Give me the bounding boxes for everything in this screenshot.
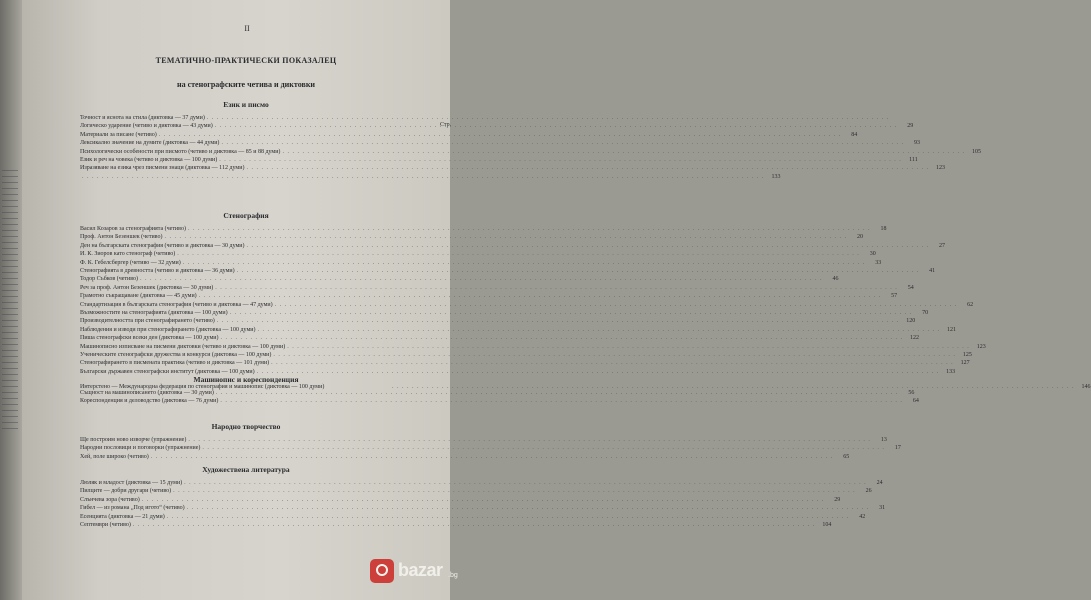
index-entry-title: Същност на машинописането (диктовка — 30 думи) <box>80 390 214 396</box>
section-title: Народно творчество <box>211 422 281 431</box>
index-entry-title: Лексикално значение на думите (диктовка — 44 думи) <box>80 140 220 147</box>
index-entry-title: Машинописно изписване на писмени диктовки (четиво и диктовка — 100 думи) <box>80 343 286 350</box>
index-entry <box>80 317 916 325</box>
index-entry-title: Пилците — добри другари (четиво) <box>80 488 172 495</box>
index-entry-leader <box>220 397 903 405</box>
index-entry-leader <box>219 156 902 164</box>
index-entry-leader <box>216 389 899 397</box>
index-entry <box>80 259 882 267</box>
index-entry <box>80 504 886 512</box>
index-entry-title: Стандартизация в българската стенография (четиво и диктовка — 47 думи) <box>80 301 273 308</box>
index-entry-leader <box>173 487 856 495</box>
index-entry <box>80 513 866 521</box>
index-entry-leader <box>142 496 825 504</box>
index-entry-title: Тодор Събков (четиво) <box>80 276 138 283</box>
index-entry-leader <box>159 131 842 139</box>
index-entry <box>80 131 858 139</box>
index-entry-title: Наблюдения и изводи при стенографирането (диктовка — 100 думи) <box>80 326 256 333</box>
index-entry-page: 26 <box>865 488 872 495</box>
index-entry-page: 54 <box>907 284 914 291</box>
index-entry <box>80 139 920 147</box>
index-entry-leader <box>188 436 871 444</box>
index-entry <box>80 164 945 172</box>
index-entry-title: Ден на българската стенография (четиво и диктовка — 30 думи) <box>80 242 245 249</box>
index-entry <box>80 496 841 504</box>
index-entry-title: Език и реч на човека (четиво и диктовка — 100 думи) <box>80 157 218 163</box>
index-entry <box>80 326 956 334</box>
index-entry <box>80 233 863 241</box>
section-title: Стенография <box>223 211 269 220</box>
index-entry-page: 121 <box>946 326 956 333</box>
index-entry <box>80 487 872 495</box>
index-entry <box>80 444 901 452</box>
index-entry-page: 42 <box>859 513 866 520</box>
index-entry-leader <box>133 521 816 529</box>
index-entry-page: 93 <box>913 140 920 147</box>
index-entry-leader <box>221 139 904 147</box>
index-entry-title: Интерстено — Международна федерация по стенография и машинопис (диктовка — 100 думи) <box>80 384 325 391</box>
index-entry-leader <box>187 504 870 512</box>
index-entry <box>80 359 970 367</box>
page-subtitle: на стенографските четива и диктовки <box>176 80 316 89</box>
index-entry <box>80 453 850 461</box>
index-entry-title: Хей, поле широко (четиво) <box>80 453 149 460</box>
index-entry <box>80 436 887 444</box>
book-page <box>22 0 1091 600</box>
index-entry-page: 29 <box>834 496 841 503</box>
index-entry-page: 120 <box>906 318 916 325</box>
index-entry-page: 33 <box>875 259 882 266</box>
index-entry <box>80 284 914 292</box>
index-entry-title: Пиша стенографски всеки ден (диктовка — 100 думи) <box>80 335 219 342</box>
index-entry-leader <box>177 250 860 258</box>
page-number: II <box>244 24 250 33</box>
index-entry-page: 24 <box>876 480 883 486</box>
index-entry <box>80 292 898 300</box>
section-title: Език и писмо <box>223 100 269 109</box>
index-entry-page: 133 <box>771 173 781 180</box>
index-entry-page: 31 <box>879 505 886 512</box>
index-entry-title: Есенцията (диктовка — 21 думи) <box>80 513 165 520</box>
index-entry <box>80 173 781 181</box>
index-entry-page: 18 <box>880 226 887 232</box>
index-entry <box>80 334 919 342</box>
index-entry-leader <box>184 479 867 487</box>
index-entry <box>80 521 832 529</box>
book-spine <box>0 0 22 600</box>
index-entry <box>80 351 972 359</box>
index-entry-page: 111 <box>909 157 918 163</box>
index-entry-title: Ф. К. Гебелсбергер (четиво — 32 думи) <box>80 259 181 266</box>
index-entry <box>80 122 914 130</box>
index-entry-title: Изразяване на езика чрез писмени знаци (диктовка — 112 думи) <box>80 165 245 172</box>
index-entry-leader <box>273 351 956 359</box>
index-entry-leader <box>275 301 958 309</box>
index-entry-title: Народни пословици и поговорки (упражнение) <box>80 445 201 452</box>
watermark-logo <box>370 556 466 586</box>
index-entry <box>80 148 981 156</box>
index-entry-page: 64 <box>912 398 919 405</box>
index-entry-page: 62 <box>967 301 974 308</box>
index-entry <box>80 479 883 487</box>
index-entry-page: 30 <box>869 251 876 258</box>
index-entry-title: Стенографията в древността (четиво и диктовка — 36 думи) <box>80 268 235 274</box>
index-entry-leader <box>202 444 885 452</box>
index-entry <box>80 397 919 405</box>
index-entry <box>80 389 915 397</box>
index-entry-title: Слънчева зора (четиво) <box>80 496 140 503</box>
index-entry-title: Точност и яснота на стила (диктовка — 37 думи) <box>80 115 205 121</box>
index-entry-leader <box>247 242 930 250</box>
index-entry <box>80 343 986 351</box>
index-entry-leader <box>215 284 898 292</box>
index-entry-leader <box>271 359 954 367</box>
bleed-through-text <box>2 170 18 430</box>
index-entry <box>80 242 945 250</box>
index-entry-title: Васил Козаров за стенографията (четиво) <box>80 226 186 232</box>
index-entry-page: 84 <box>851 131 858 138</box>
index-entry-page: 123 <box>935 165 945 172</box>
index-entry-page: 27 <box>939 242 945 249</box>
index-entry <box>80 267 936 275</box>
index-entry-title: Проф. Антон Безеншек (четиво) <box>80 234 163 241</box>
index-entry-page: 104 <box>822 522 832 528</box>
index-entry-leader <box>282 148 965 156</box>
index-entry-leader <box>188 225 871 233</box>
index-entry <box>80 114 450 122</box>
index-entry-leader <box>151 453 834 461</box>
watermark-logo-icon <box>370 559 394 583</box>
index-entry <box>80 156 918 164</box>
index-entry-page: 105 <box>971 148 981 155</box>
index-entry-leader <box>140 275 823 283</box>
index-entry-page: 133 <box>946 368 956 375</box>
index-entry-leader <box>237 267 920 275</box>
watermark-tld: .bg <box>448 572 458 579</box>
index-entry-title: Материали за писане (четиво) <box>80 131 157 138</box>
index-entry <box>80 309 929 317</box>
index-entry-title: Производителността при стенографирането (четиво) <box>80 318 215 325</box>
index-entry-title: Стенографирането в писмената практика (четиво и диктовка — 101 думи) <box>80 360 270 367</box>
index-entry-title: И. К. Зиоров като стенограф (четиво) <box>80 251 176 258</box>
index-entry-page: 56 <box>908 390 915 396</box>
index-entry-leader <box>164 233 847 241</box>
index-entry-title: Възможностите на стенографията (диктовка — 100 думи) <box>80 310 228 316</box>
index-entry-leader <box>215 122 898 130</box>
index-entry <box>80 225 887 233</box>
index-entry <box>80 301 974 309</box>
index-entry-leader <box>257 326 940 334</box>
watermark-name: bazar <box>398 560 443 580</box>
index-entry-leader <box>230 309 913 317</box>
index-entry-page: 17 <box>894 445 901 452</box>
index-entry-page: 146 <box>1081 384 1091 391</box>
index-entry <box>80 250 876 258</box>
index-entry-page: 57 <box>891 293 898 300</box>
index-entry-page: 70 <box>922 310 929 316</box>
index-entry-page: 20 <box>856 234 863 241</box>
index-entry-leader <box>220 334 903 342</box>
index-entry-leader <box>183 259 866 267</box>
index-entry-page: 13 <box>880 437 887 443</box>
index-entry-title: Ученическите стенографски дружества и конкурси (диктовка — 100 думи) <box>80 352 272 358</box>
index-entry-leader <box>167 513 850 521</box>
index-entry-page: 41 <box>929 268 936 274</box>
index-entry-page: 65 <box>843 453 850 460</box>
index-entry-title: Грамотно съкращаване (диктовка — 45 думи) <box>80 293 197 300</box>
index-entry-leader <box>207 114 890 122</box>
page-title: ТЕМАТИЧНО-ПРАКТИЧЕСКИ ПОКАЗАЛЕЦ <box>155 56 337 65</box>
index-entry-leader <box>199 292 882 300</box>
index-entry-title: Кореспонденция и деловодство (диктовка — 76 думи) <box>80 398 219 405</box>
index-entry-title: Ще построим ново изворче (упражнение) <box>80 437 187 443</box>
index-entry-title: Психологически особености при писмото (четиво и диктовка — 85 и 88 думи) <box>80 148 281 155</box>
index-entry-leader <box>246 164 929 172</box>
index-entry-page: 123 <box>976 343 986 350</box>
page-column-header: Стр. <box>440 122 452 128</box>
section-title: Машинопис и кореспонденция <box>193 375 299 384</box>
index-entry-title: Септември (четиво) <box>80 522 131 528</box>
index-entry-page: 122 <box>909 335 919 342</box>
index-entry-title: Гибел — из романа „Под игото“ (четиво) <box>80 505 185 512</box>
index-entry-title: Реч за проф. Антон Безеншек (диктовка — 30 думи) <box>80 284 214 291</box>
index-entry-title: Български държавен стенографски институт (диктовка — 100 думи) <box>80 368 255 375</box>
section-title: Художествена литература <box>202 465 290 474</box>
index-entry-title: Люляк и младост (диктовка — 15 думи) <box>80 480 183 486</box>
index-entry-leader <box>287 343 970 351</box>
index-entry-leader <box>217 317 900 325</box>
index-entry <box>80 275 839 283</box>
index-entry-page: 46 <box>832 276 839 283</box>
index-entry-page: 125 <box>962 352 972 358</box>
index-entry-leader <box>82 173 765 181</box>
index-entry-title: Логическо ударение (четиво и диктовка — 43 думи) <box>80 123 213 130</box>
index-entry-page: 29 <box>907 123 914 130</box>
index-entry-page: 127 <box>960 360 970 367</box>
